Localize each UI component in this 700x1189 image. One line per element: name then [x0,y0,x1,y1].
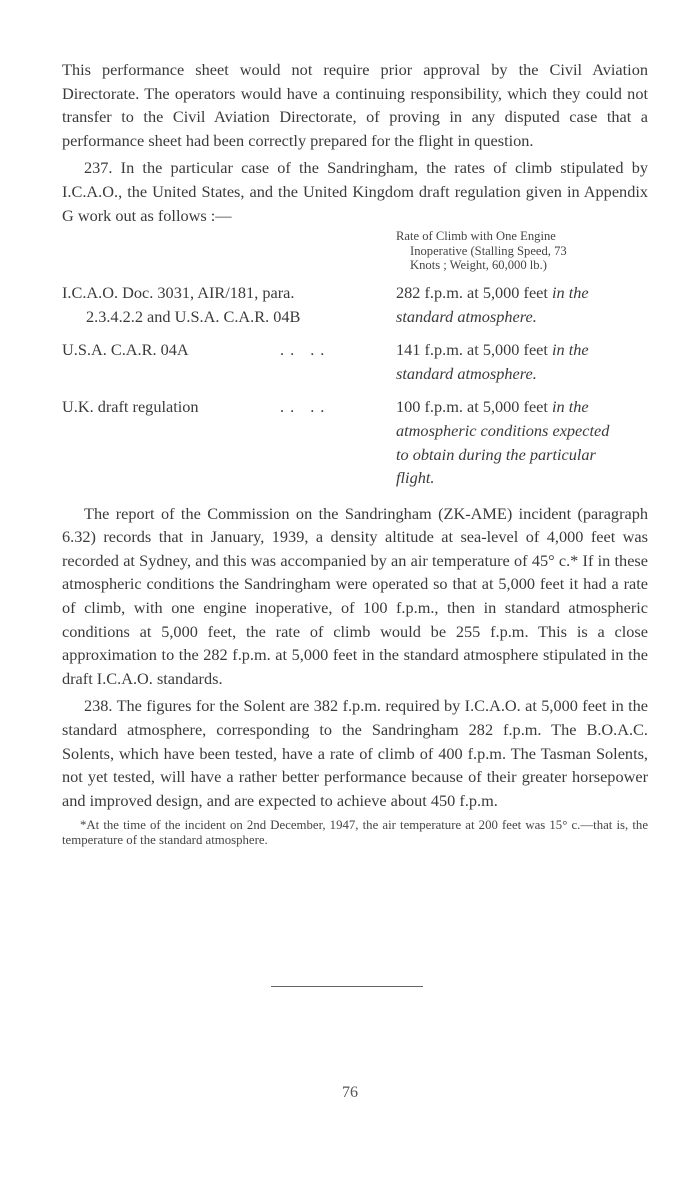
row-label-line: I.C.A.O. Doc. 3031, AIR/181, para. [62,282,295,302]
value-italic: standard atmosphere. [396,363,537,383]
row-label [62,395,396,489]
value-text: 100 f.p.m. at 5,000 feet [396,397,552,417]
value-text: 282 f.p.m. at 5,000 feet [396,282,552,302]
paragraph-238: 238. The figures for the Solent are 382 f.p.m. required by I.C.A.O. at 5,000 feet in the standard atmosphere, corresponding to the Sandringham 282 f.p.m. The B.O.A.C. Solents, which have been tested, have a rate of climb of 400 f.p.m. The Tasman Solents, not yet tested, will have a rather better performance because of their greater horsepower and improved design, and are expected to achieve about 450 f.p.m. [62,696,648,810]
header-line: Rate of Climb with One Engine [396,229,556,244]
row-value [396,338,648,385]
table-row [62,395,648,489]
value-italic: atmospheric conditions expected [396,420,610,440]
value-italic: in the [552,282,589,302]
table-column-header [396,229,648,273]
page-number: 76 [342,1084,358,1101]
footnote: *At the time of the incident on 2nd December, 1947, the air temperature at 200 feet was 15° c.—that is, the temperature of the standard atmosphere. [62,818,648,848]
row-label-line: U.S.A. C.A.R. 04A [62,340,189,360]
leader-dots: .. .. [280,397,331,417]
paragraph-237: 237. In the particular case of the Sandringham, the rates of climb stipulated by I.C.A.O., the United States, and the United Kingdom draft regulation given in Appendix G work out as follows :— [62,158,648,225]
climb-rate-table [62,229,648,490]
table-row [62,338,648,385]
value-italic: to obtain during the particular [396,444,596,464]
value-italic: in the [552,397,589,417]
row-label-line: U.K. draft regulation [62,397,199,417]
section-divider [271,986,423,987]
header-line: Knots ; Weight, 60,000 lb.) [410,258,547,273]
table-row [62,281,648,328]
row-label [62,338,396,385]
row-value [396,281,648,328]
intro-paragraph: This performance sheet would not require prior approval by the Civil Aviation Directorate. The operators would have a continuing responsibility, which they could not transfer to the Civil Aviation Directorate, of proving in any disputed case that a performance sheet had been correctly prepared for the flight in question. [62,60,648,150]
document-page [62,58,648,848]
value-italic: standard atmosphere. [396,306,537,326]
row-value [396,395,648,489]
value-text: 141 f.p.m. at 5,000 feet [396,340,552,360]
row-label [62,281,396,328]
row-label-line: 2.3.4.2.2 and U.S.A. C.A.R. 04B [86,306,301,326]
leader-dots: .. .. [280,340,331,360]
value-italic: flight. [396,468,435,488]
value-italic: in the [552,340,589,360]
commission-report-paragraph: The report of the Commission on the Sandringham (ZK-AME) incident (paragraph 6.32) records that in January, 1939, a density altitude at sea-level of 4,000 feet was recorded at Sydney, and this was accompanied by an air temperature of 45° c.* If in these atmospheric conditions the Sandringham were operated so that at 5,000 feet it had a rate of climb, with one engine inoperative, of 100 f.p.m., then in standard atmospheric conditions at 5,000 feet, the rate of climb would be 255 f.p.m. This is a close approximation to the 282 f.p.m. at 5,000 feet in the standard atmosphere stipulated in the draft I.C.A.O. standards. [62,503,648,688]
header-line: Inoperative (Stalling Speed, 73 [410,243,567,258]
